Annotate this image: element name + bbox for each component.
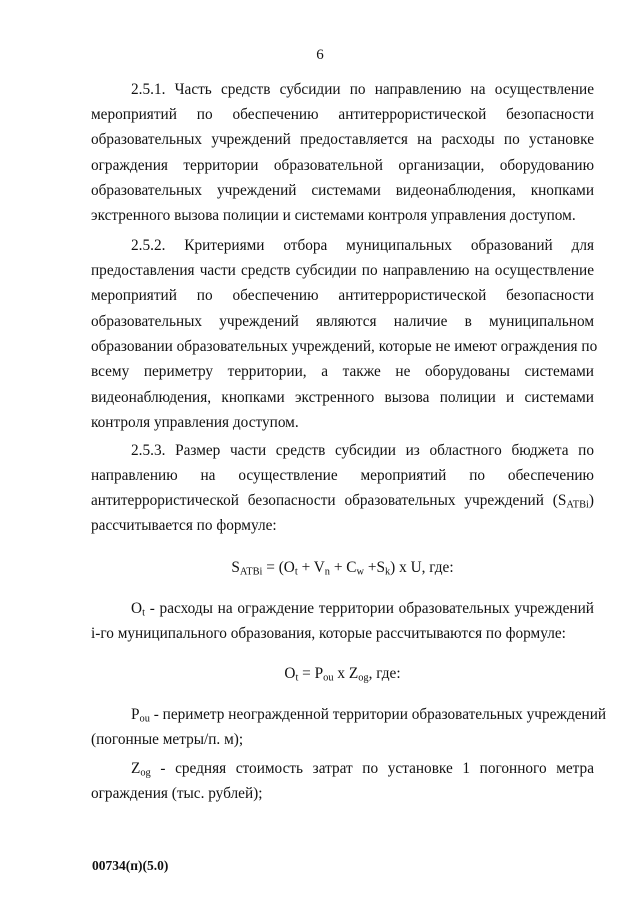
paragraph-2-5-2-line-8: контроля управления доступом. [91,414,299,431]
paragraph-2-5-1-line-4: ограждения территории образовательной организации, оборудованию [91,157,594,174]
paragraph-2-5-2-line-6: всему периметру территории, а также не оборудованы системами [91,363,594,380]
paragraph-2-5-3-line-1: 2.5.3. Размер части средств субсидии из областного бюджета по [131,442,594,459]
definition-pou-line-1: $P_{ou}$ - периметр неогражденной территории образовательных учреждений [131,706,607,725]
definition-zog-line-2: ограждения (тыс. рублей); [91,785,263,802]
paragraph-2-5-3-line-3 [91,491,594,510]
definition-ot-line-1: $O_t$ - расходы на ограждение территории образовательных учреждений [131,600,594,619]
paragraph-2-5-2-line-3: мероприятий по обеспечению антитеррористической безопасности [91,287,594,304]
paragraph-2-5-3-line-4: рассчитывается по формуле: [91,517,277,534]
paragraph-2-5-2-line-5: образовании образовательных учреждений, которые не имеют ограждения по [91,338,598,355]
atbi-subscript: ATBi [566,499,589,511]
formula-satbi: $S_{ATBi} = (O_t + V_n + C_w +S_k)$ x U, где: [231,559,454,578]
definition-ot-line-2: i-го муниципального образования, которые рассчитываются по формуле: [91,625,566,642]
paragraph-2-5-2-line-4: образовательных учреждений являются наличие в муниципальном [91,313,594,330]
line-3-text: антитеррористической безопасности образовательных учреждений (S [91,492,567,509]
formula-ot: $O_t = P_{ou}$ x $Z_{og}$, где: [284,665,401,684]
paragraph-2-5-2-line-7: видеонаблюдения, кнопками экстренного вызова полиции и системами [91,389,594,406]
paragraph-2-5-2-line-2: предоставления части средств субсидии по направлению на осуществление [91,262,594,279]
page-number: 6 [316,47,324,63]
paragraph-2-5-1-line-6: экстренного вызова полиции и системами контроля управления доступом. [91,207,576,224]
definition-zog-line-1: $Z_{og}$ - средняя стоимость затрат по установке 1 погонного метра [131,760,594,779]
paragraph-2-5-1-line-2: мероприятий по обеспечению антитеррористической безопасности [91,106,594,123]
paragraph-2-5-3-line-2: направлению на осуществление мероприятий по обеспечению [91,467,594,484]
paragraph-2-5-1-line-5: образовательных учреждений системами видеонаблюдения, кнопками [91,182,594,199]
paragraph-2-5-2-line-1: 2.5.2. Критериями отбора муниципальных образований для [131,237,594,254]
paragraph-2-5-1-line-1: 2.5.1. Часть средств субсидии по направлению на осуществление [131,81,594,98]
definition-pou-line-2: (погонные метры/п. м); [91,731,244,748]
document-code-footer: 00734(п)(5.0) [92,858,169,873]
paragraph-2-5-1-line-3: образовательных учреждений предоставляется на расходы по установке [91,131,594,148]
closing-paren: ) [588,492,594,509]
